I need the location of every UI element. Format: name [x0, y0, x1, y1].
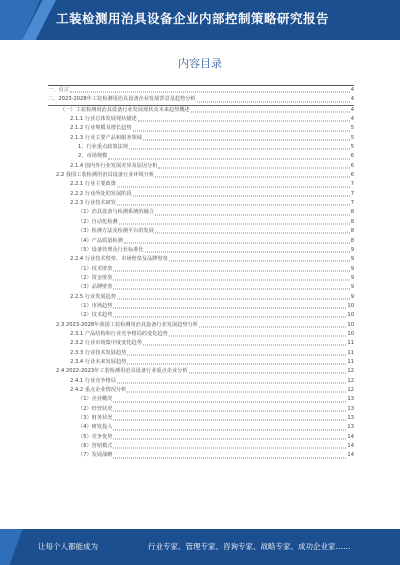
toc-entry[interactable]	[48, 321, 354, 330]
page-footer	[0, 529, 400, 565]
toc-entry-page: 10	[347, 330, 354, 337]
toc-entry-page: 11	[347, 358, 354, 365]
toc-entry[interactable]	[48, 246, 354, 255]
toc-entry-page: 12	[347, 377, 354, 384]
toc-entry[interactable]	[48, 423, 354, 432]
toc-leader-dots	[113, 317, 346, 318]
toc-entry-title: 2.1.3 行业主要产品和服务领域	[70, 134, 142, 141]
toc-leader-dots	[117, 186, 350, 187]
toc-entry[interactable]	[48, 405, 354, 414]
toc-entry-title: 二、2023-2028年工装检测用治具设备企业发展背景及趋势分析	[48, 96, 196, 103]
toc-entry-title: （2）经营状况	[78, 405, 113, 412]
toc-entry-title: 2.2.5 行业发展趋势	[70, 293, 116, 300]
toc-entry[interactable]	[48, 152, 354, 161]
toc-leader-dots	[113, 448, 346, 449]
toc-leader-dots	[143, 345, 346, 346]
toc-entry-title: 2.4.2 重点企业情况分析	[70, 387, 127, 393]
toc-entry-page: 4	[350, 116, 354, 123]
toc-entry-page: 11	[347, 349, 354, 356]
toc-entry[interactable]	[48, 414, 354, 423]
table-of-contents	[48, 86, 354, 461]
toc-entry-page: 11	[347, 340, 354, 347]
toc-entry-title: 2.2.4 行业技术壁垒、市场壁垒及品牌壁垒	[70, 256, 168, 263]
report-title: 工装检测用治具设备企业内部控制策略研究报告	[56, 11, 330, 26]
toc-entry-title: 2.3.4 行业未来发展趋势	[70, 358, 127, 365]
toc-leader-dots	[189, 373, 347, 374]
toc-entry-page: 5	[350, 144, 354, 151]
toc-entry-title: 一、引言	[48, 87, 69, 93]
toc-entry-title: （1）市场趋势	[78, 302, 113, 309]
toc-entry-title: （一）工装检测用治具设备行业发展现状及未来趋势概述	[60, 106, 190, 113]
toc-entry-page: 13	[347, 396, 354, 403]
toc-leader-dots	[113, 410, 346, 411]
toc-entry[interactable]	[48, 395, 354, 404]
toc-leader-dots	[113, 429, 346, 430]
toc-entry-title: 2.1.2 行业规模及增长趋势	[70, 125, 132, 132]
footer-slogan-left: 让每个人都能成为	[38, 542, 98, 551]
toc-leader-dots	[127, 354, 346, 355]
toc-entry[interactable]	[48, 143, 354, 152]
toc-leader-dots	[113, 289, 349, 290]
toc-entry-page: 8	[350, 228, 354, 235]
toc-entry-title: 2.1.1 行业总体发展现状描述	[70, 116, 137, 123]
toc-entry-title: 2.3.1 产品结构和行业竞争格局的变化趋势	[70, 330, 168, 337]
toc-entry-page: 12	[347, 368, 354, 375]
toc-entry[interactable]	[48, 433, 354, 442]
toc-leader-dots	[191, 111, 350, 112]
toc-entry[interactable]	[48, 199, 354, 208]
toc-entry[interactable]	[48, 330, 354, 339]
toc-leader-dots	[117, 382, 346, 383]
toc-entry[interactable]	[48, 339, 354, 348]
toc-entry[interactable]	[48, 451, 354, 460]
toc-leader-dots	[113, 420, 346, 421]
toc-leader-dots	[145, 252, 350, 253]
toc-entry-page: 9	[350, 246, 354, 253]
toc-entry-title: （1）企业概况	[78, 396, 113, 403]
toc-entry-title: （4）产品质量检测	[78, 237, 123, 244]
toc-entry-page: 6	[350, 172, 354, 179]
toc-entry-page: 5	[350, 134, 354, 141]
toc-entry-title: 2.2 我国工装检测用治具设备行业环境分析	[56, 172, 155, 179]
toc-leader-dots	[113, 280, 349, 281]
toc-leader-dots	[155, 214, 350, 215]
toc-entry-page: 7	[350, 200, 354, 207]
toc-entry[interactable]	[48, 311, 354, 320]
toc-leader-dots	[117, 205, 350, 206]
toc-entry[interactable]	[48, 386, 354, 395]
toc-entry-page: 9	[350, 293, 354, 300]
toc-entry-page: 6	[350, 162, 354, 169]
toc-entry-title: 2.3.2 行业市场集中度变化趋势	[70, 340, 142, 347]
toc-entry[interactable]	[48, 227, 354, 236]
toc-leader-dots	[113, 438, 346, 439]
toc-entry-title: （7）发展战略	[78, 452, 113, 459]
toc-entry-title: 2.1.4 国内外行业发展差异及原因分析	[70, 162, 158, 169]
toc-leader-dots	[155, 177, 350, 178]
toc-entry-title: （3）检测方法及检测平台的发展	[78, 228, 154, 235]
toc-entry[interactable]	[48, 162, 354, 171]
footer-slogan-right: 行业专家、管理专家、咨询专家、战略专家、成功企业家……	[148, 542, 351, 551]
toc-leader-dots	[155, 233, 350, 234]
toc-entry[interactable]	[48, 293, 354, 302]
toc-entry-title: （3）财务状况	[78, 415, 113, 422]
toc-entry-page: 13	[347, 415, 354, 422]
toc-leader-dots	[113, 457, 346, 458]
toc-entry-page: 10	[347, 321, 354, 328]
toc-entry[interactable]	[48, 115, 354, 124]
toc-entry-title: （5）设备管理及行业标准化	[78, 246, 144, 253]
toc-entry[interactable]	[48, 349, 354, 358]
toc-leader-dots	[108, 158, 349, 159]
toc-entry-title: （2）技术趋势	[78, 312, 113, 319]
toc-leader-dots	[133, 195, 350, 196]
toc-leader-dots	[129, 149, 350, 150]
toc-entry-title: （3）品牌壁垒	[78, 284, 113, 291]
toc-entry[interactable]	[48, 255, 354, 264]
toc-leader-dots	[127, 364, 346, 365]
toc-entry-title: （1）技术壁垒	[78, 265, 113, 272]
toc-entry[interactable]	[48, 208, 354, 217]
toc-entry-title: 2.2.3 行业技术研发	[70, 200, 116, 207]
toc-entry-page: 7	[350, 181, 354, 188]
toc-entry-title: 2.3.3 行业技术发展趋势	[70, 349, 127, 356]
toc-entry-page: 13	[347, 424, 354, 431]
toc-entry-page: 8	[350, 218, 354, 225]
toc-entry-title: （6）营销模式	[78, 443, 113, 450]
toc-entry[interactable]	[48, 95, 354, 105]
toc-entry-page: 14	[347, 433, 354, 440]
toc-entry-title: （4）研发投入	[78, 424, 113, 431]
toc-entry-page: 4	[350, 96, 354, 103]
toc-leader-dots	[169, 261, 350, 262]
page-header	[0, 0, 400, 40]
toc-entry-page: 10	[347, 302, 354, 309]
toc-entry-title: （1）治具设备与检测系统的融合	[78, 209, 154, 216]
toc-entry-title: （2）自动化检测	[78, 218, 118, 225]
toc-entry-page: 9	[350, 265, 354, 272]
toc-entry[interactable]	[48, 190, 354, 199]
toc-entry-page: 9	[350, 274, 354, 281]
toc-leader-dots	[169, 336, 347, 337]
toc-entry-title: 2.2.1 行业主要政策	[70, 181, 116, 188]
toc-entry-page: 12	[347, 387, 354, 393]
toc-entry-title: （2）资金壁垒	[78, 274, 113, 281]
toc-leader-dots	[70, 92, 350, 93]
toc-entry-title: 2.4 2022-2023年工装检测用治具设备行业重点企业分析	[56, 368, 188, 375]
toc-entry[interactable]	[48, 367, 354, 376]
toc-entry[interactable]	[48, 302, 354, 311]
toc-leader-dots	[197, 101, 350, 102]
toc-entry-page: 4	[350, 87, 354, 93]
footer-decoration	[0, 529, 32, 565]
toc-entry-page: 13	[347, 405, 354, 412]
toc-entry[interactable]	[48, 134, 354, 143]
toc-leader-dots	[117, 298, 350, 299]
toc-entry[interactable]	[48, 218, 354, 227]
toc-leader-dots	[113, 270, 349, 271]
toc-entry[interactable]	[48, 106, 354, 115]
toc-entry[interactable]	[48, 377, 354, 386]
toc-entry-page: 9	[350, 256, 354, 263]
toc-heading: 内容目录	[178, 57, 222, 70]
toc-entry-title: 2、市场规模	[78, 153, 108, 160]
toc-entry-page: 7	[350, 190, 354, 197]
toc-entry-title: 2.2.2 行业所处的发展阶段	[70, 190, 132, 197]
toc-entry-page: 8	[350, 209, 354, 216]
toc-entry-page: 6	[350, 153, 354, 160]
toc-entry[interactable]	[48, 442, 354, 451]
toc-leader-dots	[133, 130, 350, 131]
toc-entry-page: 14	[347, 443, 354, 450]
toc-entry[interactable]	[48, 171, 354, 180]
toc-entry-page: 10	[347, 312, 354, 319]
toc-entry[interactable]	[48, 237, 354, 246]
toc-entry-title: 1、行业重点政策法规	[78, 144, 128, 151]
toc-entry[interactable]	[48, 274, 354, 283]
toc-leader-dots	[119, 223, 350, 224]
toc-entry[interactable]	[48, 358, 354, 367]
toc-entry-page: 14	[347, 452, 354, 459]
toc-entry[interactable]	[48, 283, 354, 292]
toc-entry-title: 2.4.1 行业竞争格局	[70, 377, 116, 384]
toc-entry-title: （5）竞争优势	[78, 433, 113, 440]
toc-entry[interactable]	[48, 86, 354, 95]
toc-leader-dots	[143, 139, 350, 140]
toc-leader-dots	[199, 326, 346, 327]
toc-leader-dots	[113, 401, 346, 402]
toc-leader-dots	[127, 392, 346, 393]
toc-leader-dots	[124, 242, 350, 243]
toc-entry[interactable]	[48, 124, 354, 133]
toc-leader-dots	[158, 167, 349, 168]
toc-entry[interactable]	[48, 265, 354, 274]
toc-entry-page: 8	[350, 237, 354, 244]
toc-entry-title: 2.3 2023-2028年我国工装检测用治具设备行业发展趋势分析	[56, 321, 198, 328]
toc-leader-dots	[138, 121, 350, 122]
toc-entry-page: 4	[350, 106, 354, 113]
toc-leader-dots	[113, 308, 346, 309]
toc-entry-page: 5	[350, 125, 354, 132]
toc-entry[interactable]	[48, 180, 354, 189]
toc-entry-page: 9	[350, 284, 354, 291]
